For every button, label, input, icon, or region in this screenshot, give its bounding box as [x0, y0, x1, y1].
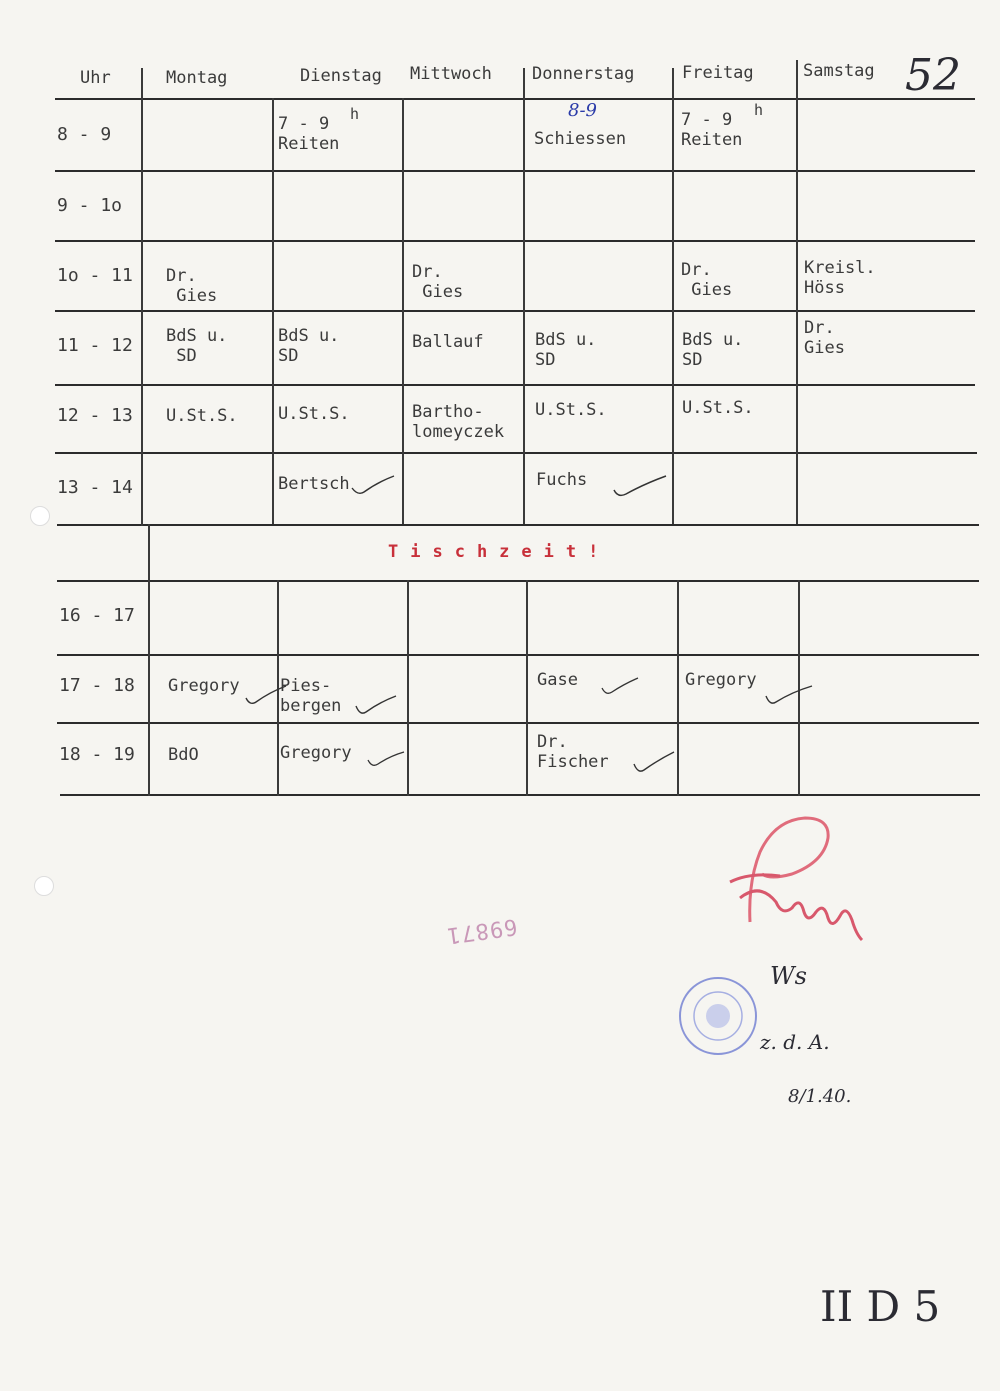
time-cell: 18 - 19: [59, 744, 135, 765]
checkmark-icon: [632, 750, 676, 776]
red-signature: [720, 812, 870, 952]
schedule-cell: Kreisl. Höss: [804, 258, 876, 298]
header-day: Montag: [166, 68, 228, 88]
time-cell: 17 - 18: [59, 675, 135, 696]
grid-vline: [407, 580, 409, 796]
file-reference: II D 5: [820, 1282, 941, 1331]
grid-hline: [55, 98, 975, 100]
grid-hline: [57, 524, 979, 526]
schedule-cell: 7 - 9 Reiten: [278, 114, 340, 154]
schedule-cell: U.St.S.: [535, 400, 607, 420]
checkmark-icon: [764, 684, 814, 708]
grid-hline: [55, 310, 975, 312]
grid-vline: [272, 98, 274, 524]
time-cell: 11 - 12: [57, 335, 133, 356]
schedule-cell: U.St.S.: [682, 398, 754, 418]
superscript-h: h: [754, 101, 764, 119]
time-cell: 9 - 1o: [57, 195, 123, 216]
schedule-cell: Dr. Fischer: [537, 732, 609, 772]
grid-hline: [57, 580, 979, 582]
grid-hline: [60, 794, 980, 796]
grid-vline: [141, 68, 143, 526]
schedule-cell: Dr. Gies: [412, 262, 464, 302]
zda-note: z. d. A.: [760, 1030, 830, 1054]
schedule-cell: Gregory: [168, 676, 240, 696]
schedule-cell: Dr. Gies: [166, 266, 218, 306]
grid-vline: [148, 524, 150, 796]
grid-vline: [523, 68, 525, 524]
checkmark-icon: [350, 474, 396, 498]
grid-vline: [526, 580, 528, 796]
time-cell: 12 - 13: [57, 405, 133, 426]
grid-hline: [55, 170, 975, 172]
grid-vline: [402, 98, 404, 524]
schedule-cell: Pies- bergen: [280, 676, 342, 716]
handwritten-time: 8-9: [568, 100, 597, 121]
schedule-cell: Bertsch: [278, 474, 350, 494]
time-cell: 16 - 17: [59, 605, 135, 626]
checkmark-icon: [354, 694, 398, 718]
checkmark-icon: [612, 474, 668, 500]
schedule-cell: Fuchs: [536, 470, 588, 490]
schedule-cell: BdO: [168, 745, 199, 765]
schedule-cell: Ballauf: [412, 332, 484, 352]
grid-hline: [57, 722, 979, 724]
grid-hline: [57, 654, 979, 656]
header-day: Mittwoch: [410, 64, 492, 84]
grid-hline: [55, 452, 977, 454]
schedule-cell: Bartho- lomeyczek: [412, 402, 505, 442]
schedule-cell: Gregory: [685, 670, 757, 690]
grid-vline: [672, 68, 674, 524]
schedule-cell: Schiessen: [534, 129, 627, 149]
schedule-cell: Dr. Gies: [804, 318, 845, 358]
punch-hole-top: [30, 506, 50, 526]
header-day: Samstag: [803, 61, 875, 81]
header-day: Dienstag: [300, 66, 382, 86]
schedule-cell: BdS u. SD: [278, 326, 340, 366]
schedule-cell: BdS u. SD: [535, 330, 597, 370]
schedule-cell: Gregory: [280, 743, 352, 763]
initials: Ws: [770, 962, 807, 990]
header-uhr: Uhr: [80, 68, 111, 88]
schedule-cell: U.St.S.: [166, 406, 238, 426]
header-day: Freitag: [682, 63, 754, 83]
checkmark-icon: [244, 684, 288, 708]
grid-vline: [677, 580, 679, 796]
checkmark-icon: [600, 676, 640, 698]
tischzeit-label: Tischzeit!: [388, 542, 611, 562]
schedule-cell: 7 - 9 Reiten: [681, 110, 743, 150]
schedule-cell: BdS u. SD: [166, 326, 228, 366]
page-number: 52: [905, 50, 961, 101]
archive-stamp: [676, 974, 760, 1058]
header-day: Donnerstag: [532, 64, 635, 84]
grid-hline: [55, 384, 975, 386]
schedule-cell: Dr. Gies: [681, 260, 733, 300]
grid-hline: [55, 240, 975, 242]
punch-hole-bottom: [34, 876, 54, 896]
time-cell: 8 - 9: [57, 124, 112, 145]
schedule-cell: Gase: [537, 670, 578, 690]
superscript-h: h: [350, 105, 360, 123]
date-note: 8/1.40.: [788, 1086, 852, 1107]
schedule-cell: U.St.S.: [278, 404, 350, 424]
schedule-cell: BdS u. SD: [682, 330, 744, 370]
stamp-number: 69871: [444, 913, 519, 948]
grid-vline: [796, 60, 798, 524]
time-cell: 13 - 14: [57, 477, 133, 498]
time-cell: 1o - 11: [57, 265, 133, 286]
checkmark-icon: [366, 750, 406, 770]
